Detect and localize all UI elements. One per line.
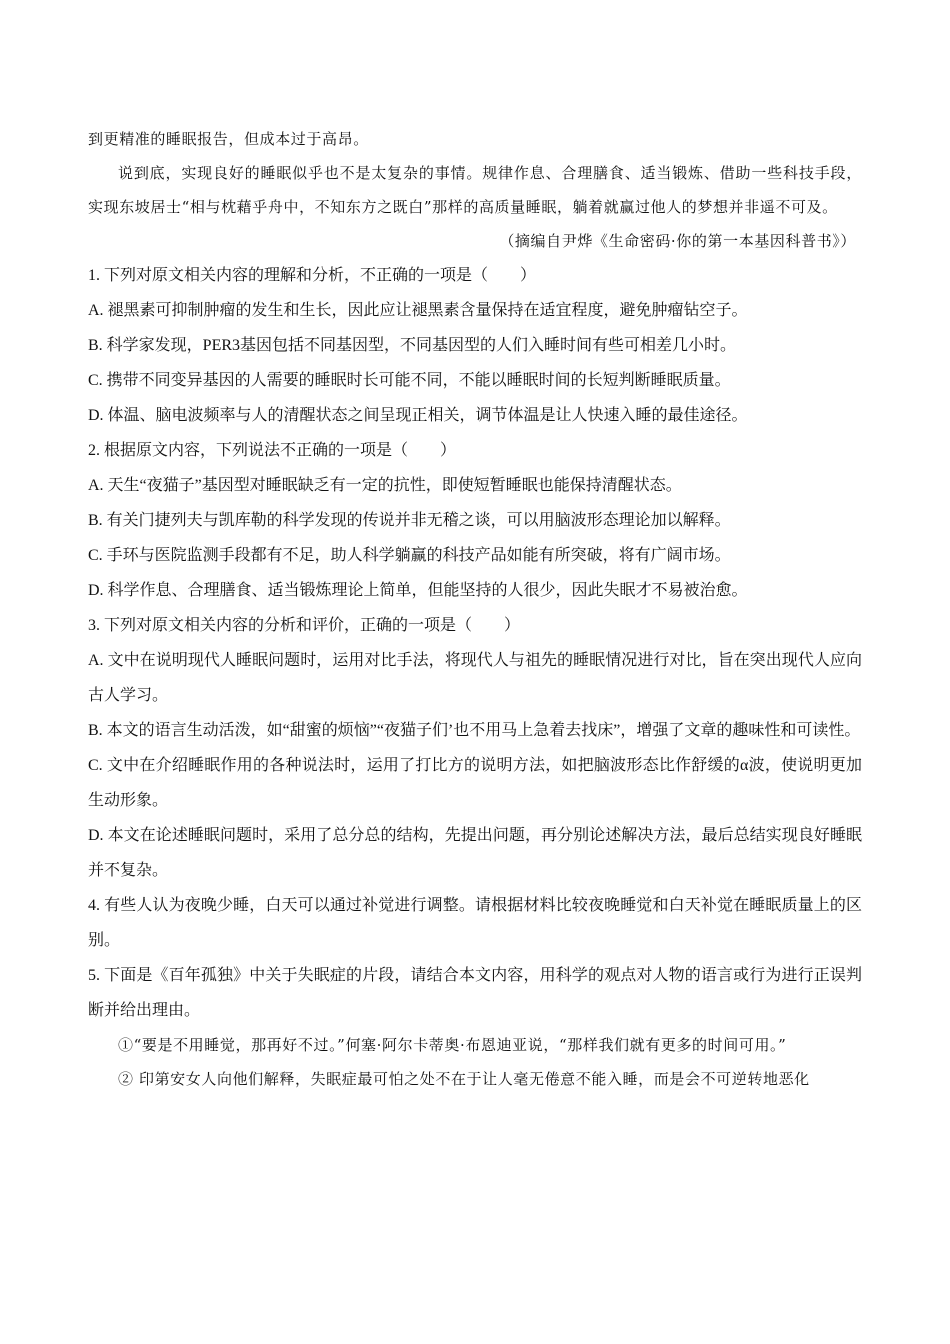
question-stem: 4. 有些人认为夜晚少睡，白天可以通过补觉进行调整。请根据材料比较夜晚睡觉和白天补觉在睡眠质量上的区别。 bbox=[88, 897, 862, 949]
question-2 bbox=[88, 433, 862, 608]
excerpt-paragraph-1: ①“要是不用睡觉，那再好不过。”何塞·阿尔卡蒂奥·布恩迪亚说，“那样我们就有更多的时间可用。” bbox=[118, 1036, 787, 1054]
question-1 bbox=[88, 258, 862, 433]
passage-paragraph-tail: 到更精准的睡眠报告，但成本过于高昂。 bbox=[88, 130, 369, 148]
passage-source: （摘编自尹烨《生命密码·你的第一本基因科普书》） bbox=[499, 232, 856, 250]
option-c: C. 手环与医院监测手段都有不足，助人科学躺赢的科技产品如能有所突破，将有广阔市场。 bbox=[88, 547, 731, 564]
option-a: A. 天生“夜猫子”基因型对睡眠缺乏有一定的抗性，即使短暂睡眠也能保持清醒状态。 bbox=[88, 477, 682, 494]
option-c: C. 携带不同变异基因的人需要的睡眠时长可能不同，不能以睡眠时间的长短判断睡眠质量。 bbox=[88, 372, 731, 389]
excerpt-paragraph-2: ② 印第安女人向他们解释，失眠症最可怕之处不在于让人毫无倦意不能入睡，而是会不可逆转地恶化 bbox=[118, 1070, 810, 1088]
passage-paragraph: 说到底，实现良好的睡眠似乎也不是太复杂的事情。规律作息、合理膳食、适当锻炼、借助一些科技手段，实现东坡居士“相与枕藉乎舟中，不知东方之既白”那样的高质量睡眠，躺着就赢过他人的梦想并非遥不可及。 bbox=[88, 164, 862, 216]
option-b: B. 本文的语言生动活泼，如“甜蜜的烦恼”“夜猫子们’也不用马上急着去找床”，增强了文章的趣味性和可读性。 bbox=[88, 722, 861, 739]
option-a: A. 褪黑素可抑制肿瘤的发生和生长，因此应让褪黑素含量保持在适宜程度，避免肿瘤钻空子。 bbox=[88, 302, 748, 319]
option-b: B. 科学家发现，PER3基因包括不同基因型，不同基因型的人们入睡时间有些可相差几小时。 bbox=[88, 337, 737, 354]
option-b: B. 有关门捷列夫与凯库勒的科学发现的传说并非无稽之谈，可以用脑波形态理论加以解释。 bbox=[88, 512, 731, 529]
question-5 bbox=[88, 958, 862, 1028]
question-3 bbox=[88, 608, 862, 888]
question-stem: 1. 下列对原文相关内容的理解和分析，不正确的一项是（ ） bbox=[88, 267, 537, 284]
question-stem: 3. 下列对原文相关内容的分析和评价，正确的一项是（ ） bbox=[88, 617, 521, 634]
option-c: C. 文中在介绍睡眠作用的各种说法时，运用了打比方的说明方法，如把脑波形态比作舒缓的α波，使说明更加生动形象。 bbox=[88, 757, 862, 809]
excerpt bbox=[88, 1028, 862, 1096]
question-stem: 5. 下面是《百年孤独》中关于失眠症的片段，请结合本文内容，用科学的观点对人物的语言或行为进行正误判断并给出理由。 bbox=[88, 967, 862, 1019]
question-4 bbox=[88, 888, 862, 958]
option-a: A. 文中在说明现代人睡眠问题时，运用对比手法，将现代人与祖先的睡眠情况进行对比，旨在突出现代人应向古人学习。 bbox=[88, 652, 862, 704]
option-d: D. 本文在论述睡眠问题时，采用了总分总的结构，先提出问题，再分别论述解决方法，最后总结实现良好睡眠并不复杂。 bbox=[88, 827, 862, 879]
page-content bbox=[88, 122, 862, 1096]
option-d: D. 科学作息、合理膳食、适当锻炼理论上简单，但能坚持的人很少，因此失眠才不易被治愈。 bbox=[88, 582, 748, 599]
question-stem: 2. 根据原文内容，下列说法不正确的一项是（ ） bbox=[88, 442, 457, 459]
option-d: D. 体温、脑电波频率与人的清醒状态之间呈现正相关，调节体温是让人快速入睡的最佳途径。 bbox=[88, 407, 748, 424]
